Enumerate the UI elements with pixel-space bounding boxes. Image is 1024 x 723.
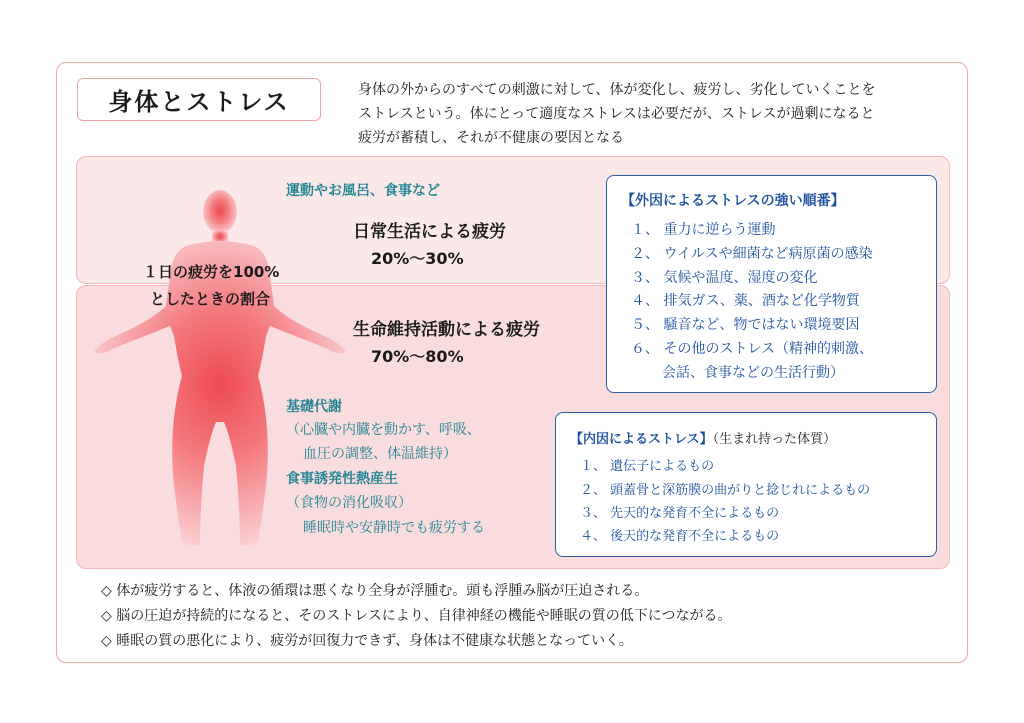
internal-item: １、 遺伝子によるもの xyxy=(580,459,715,474)
basal-title: 基礎代謝 xyxy=(286,399,342,415)
bullet-item: ◇ 体が疲労すると、体液の循環は悪くなり全身が浮腫む。頭も浮腫み脳が圧迫される。 xyxy=(101,583,649,599)
external-title: 【外因によるストレスの強い順番】 xyxy=(621,193,845,209)
daily-percent: 20%〜30% xyxy=(371,249,464,268)
bullet-item: ◇ 睡眠の質の悪化により、疲労が回復力できず、身体は不健康な状態となっていく。 xyxy=(101,633,633,649)
intro-line: 身体の外からのすべての刺激に対して、体が変化し、疲労し、劣化していくことを xyxy=(358,82,876,98)
daily-examples: 運動やお風呂、食事など xyxy=(286,183,440,199)
diet-line: （食物の消化吸収） xyxy=(286,495,412,511)
internal-subtitle: （生まれ持った体質） xyxy=(712,432,837,447)
life-heading: 生命維持活動による疲労 xyxy=(353,320,540,340)
daily-heading: 日常生活による疲労 xyxy=(353,222,506,242)
ratio-label-line2: としたときの割合 xyxy=(150,290,271,308)
ratio-label-line1: １日の疲労を100% xyxy=(143,263,280,281)
intro-text xyxy=(358,78,958,150)
internal-title-row xyxy=(570,428,836,447)
internal-title: 【内因によるストレス】 xyxy=(570,432,713,447)
external-item: ４、 排気ガス、薬、酒など化学物質 xyxy=(631,293,860,309)
external-stress-box xyxy=(606,175,937,393)
internal-stress-box xyxy=(555,412,937,557)
external-item-cont: 会話、食事などの生活行動） xyxy=(662,365,844,381)
page-title: 身体とストレス xyxy=(77,78,321,121)
internal-item: ３、 先天的な発育不全によるもの xyxy=(580,506,780,521)
external-item: ２、 ウイルスや細菌など病原菌の感染 xyxy=(631,246,873,262)
external-item: １、 重力に逆らう運動 xyxy=(631,222,776,238)
life-percent: 70%〜80% xyxy=(371,347,464,366)
external-item: ５、 騒音など、物ではない環境要因 xyxy=(631,317,860,333)
intro-line: ストレスという。体にとって適度なストレスは必要だが、ストレスが過剰になると xyxy=(358,106,875,122)
basal-line: 血圧の調整、体温維持） xyxy=(303,446,457,462)
external-item: ６、 その他のストレス（精神的刺激、 xyxy=(631,341,874,357)
basal-line: （心臓や内臓を動かす、呼吸、 xyxy=(286,422,481,438)
internal-item: ４、 後天的な発育不全によるもの xyxy=(580,529,780,544)
diet-title: 食事誘発性熱産生 xyxy=(286,471,398,487)
bullet-item: ◇ 脳の圧迫が持続的になると、そのストレスにより、自律神経の機能や睡眠の質の低下につながる。 xyxy=(101,608,732,624)
intro-line: 疲労が蓄積し、それが不健康の要因となる xyxy=(358,130,624,146)
diet-line: 睡眠時や安静時でも疲労する xyxy=(303,520,485,536)
external-item: ３、 気候や温度、湿度の変化 xyxy=(631,270,818,286)
internal-item: ２、 頭蓋骨と深筋膜の曲がりと捻じれによるもの xyxy=(580,483,871,498)
